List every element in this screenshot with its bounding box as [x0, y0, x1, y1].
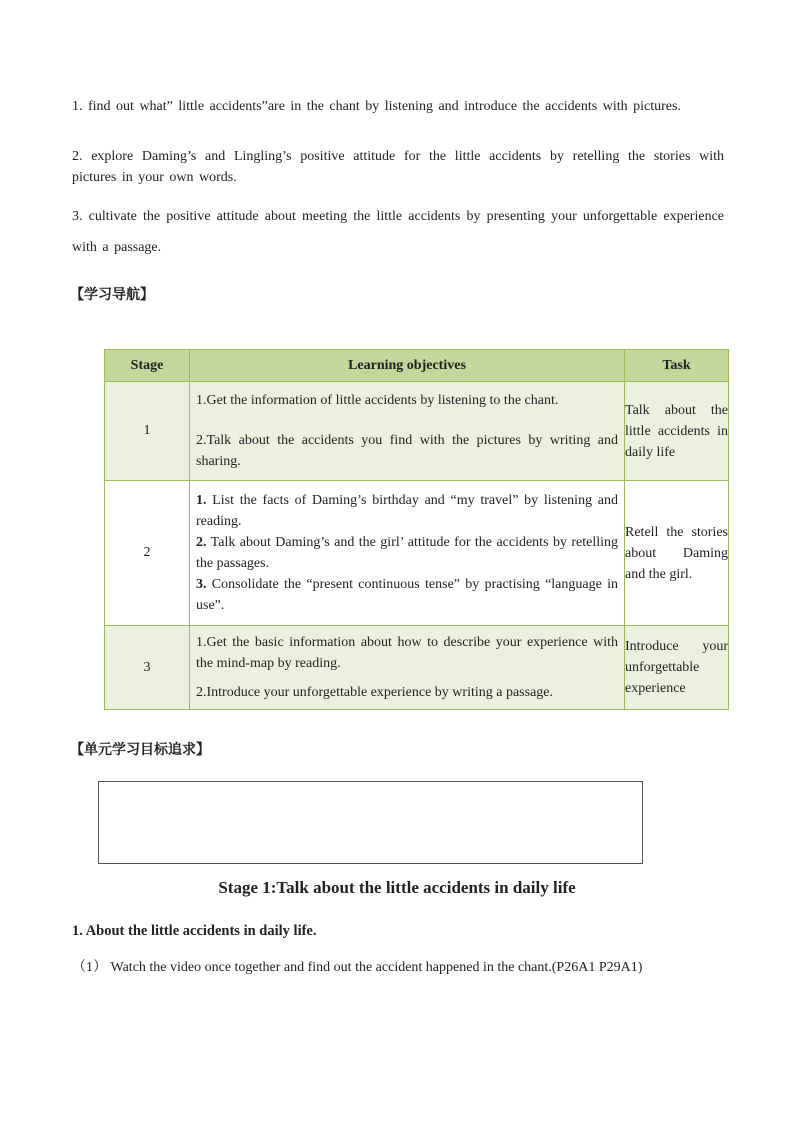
- header-stage: Stage: [105, 350, 190, 382]
- header-task: Task: [625, 350, 729, 382]
- stage-number: 3: [105, 626, 190, 710]
- task-cell: Talk about the little accidents in daily life: [625, 382, 729, 481]
- objective-text: 1.Get the basic information about how to describe your experience with the mind-map by reading.: [196, 635, 618, 671]
- objective-text: 2.Introduce your unforgettable experience by writing a passage.: [196, 685, 553, 700]
- header-objectives: Learning objectives: [190, 350, 625, 382]
- objective-2: 2. explore Daming’s and Lingling’s positive attitude for the little accidents by retelling the stories with pictures in your own words.: [72, 149, 724, 185]
- section1-item: （1） Watch the video once together and find out the accident happened in the chant.(P26A1 P29A1): [72, 960, 643, 975]
- objectives-cell: [190, 626, 625, 710]
- stage1-title: Stage 1:Talk about the little accidents in daily life: [218, 878, 576, 897]
- objective-3: 3. cultivate the positive attitude about meeting the little accidents by presenting your unforgettable experience with a passage.: [72, 209, 724, 255]
- objective-text: 1.Get the information of little accidents by listening to the chant.: [196, 393, 559, 408]
- objectives-cell: [190, 382, 625, 481]
- objective-text: Consolidate the “present continuous tense” by practising “language in use”.: [196, 577, 619, 613]
- objective-number: 3.: [196, 577, 207, 592]
- table-row: [105, 481, 729, 626]
- section1-title: 1. About the little accidents in daily life.: [72, 923, 317, 939]
- task-cell: Introduce your unforgettable experience: [625, 626, 729, 710]
- learning-navigation-table: [104, 349, 729, 710]
- goals-heading: 【单元学习目标追求】: [70, 742, 210, 758]
- objective-number: 2.: [196, 535, 207, 550]
- objective-number: 1.: [196, 493, 207, 508]
- task-cell: Retell the stories about Daming and the girl.: [625, 481, 729, 626]
- table-row: [105, 626, 729, 710]
- objective-text: Talk about Daming’s and the girl’ attitude for the accidents by retelling the passages.: [196, 535, 619, 571]
- table-row: [105, 382, 729, 481]
- objectives-cell: [190, 481, 625, 626]
- objective-text: 2.Talk about the accidents you find with the pictures by writing and sharing.: [196, 433, 618, 469]
- nav-heading: 【学习导航】: [70, 287, 154, 303]
- stage-number: 1: [105, 382, 190, 481]
- goals-box: [98, 781, 643, 864]
- objective-text: List the facts of Daming’s birthday and “my travel” by listening and reading.: [196, 493, 619, 529]
- table-header-row: [105, 350, 729, 382]
- objective-1: 1. find out what” little accidents”are in the chant by listening and introduce the accidents with pictures.: [72, 99, 681, 114]
- stage-number: 2: [105, 481, 190, 626]
